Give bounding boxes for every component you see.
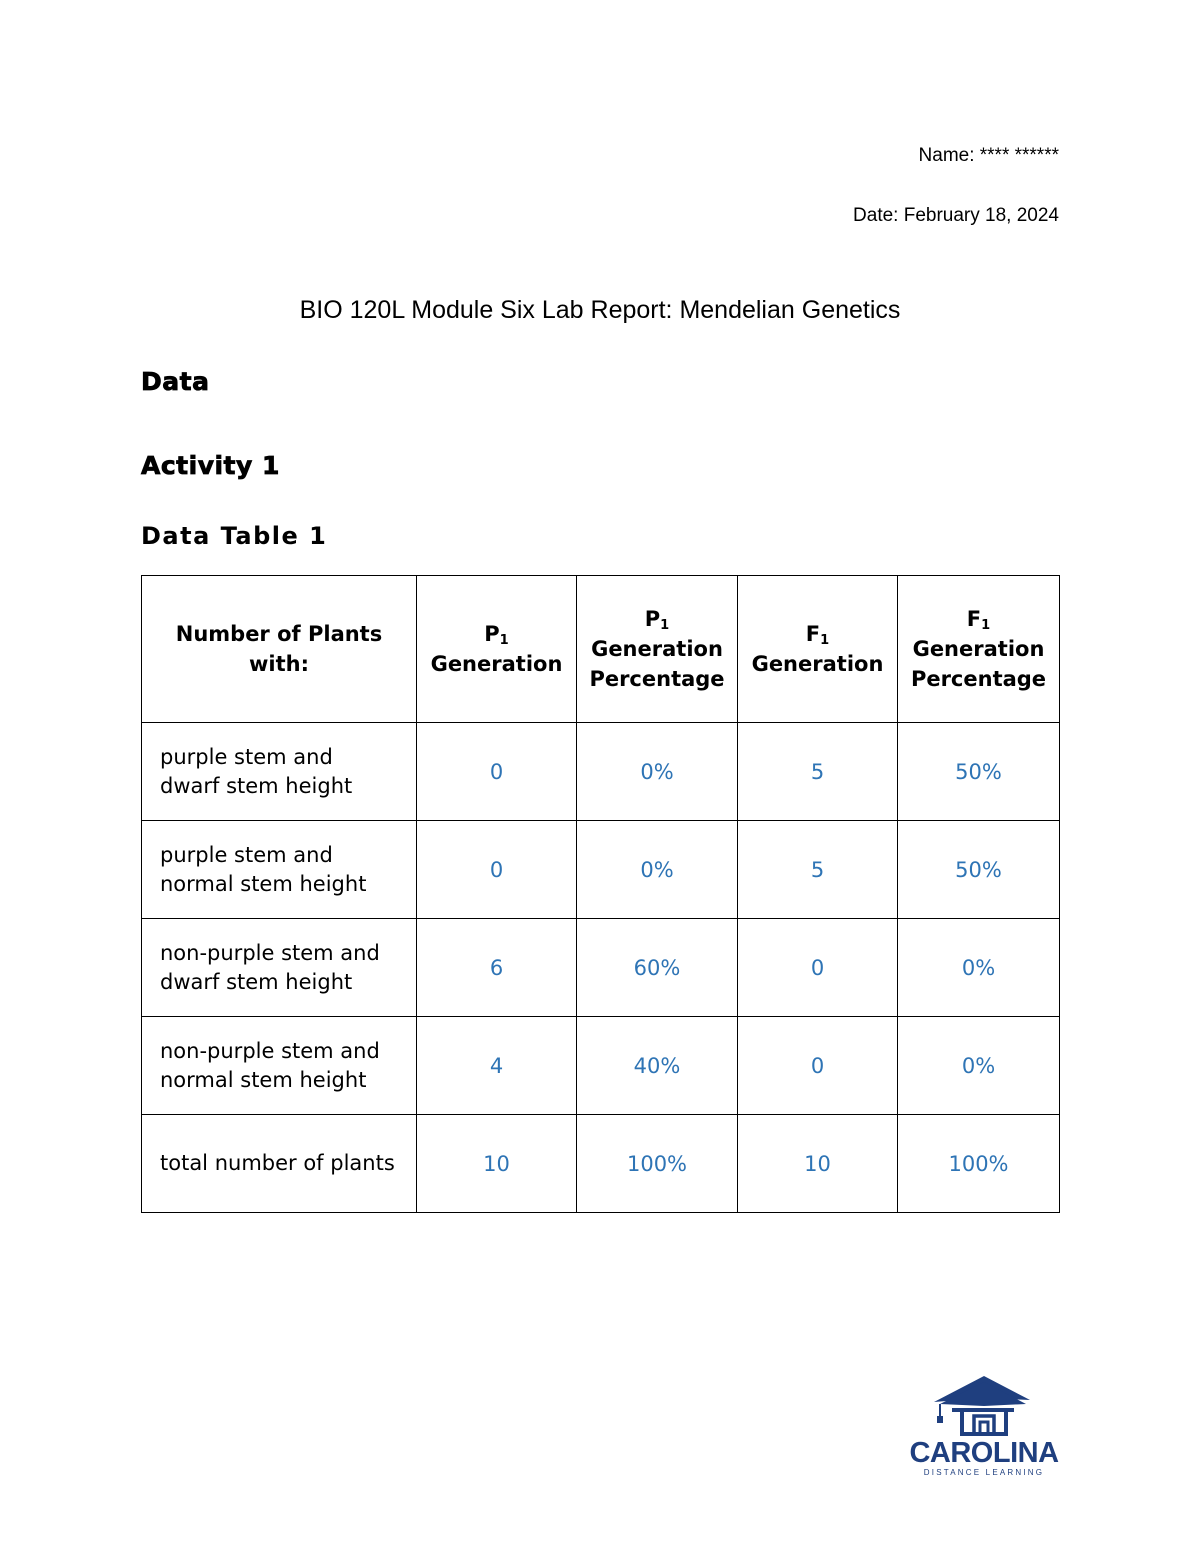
student-name: Name: **** ****** [918,145,1059,166]
row-label: non-purple stem and normal stem height [142,1017,417,1115]
cell-f1-percent: 0% [898,919,1060,1017]
section-heading-activity: Activity 1 [141,451,280,480]
header-text: Generation Percentage [910,637,1047,691]
table-row [142,1115,1060,1213]
house-icon [934,1376,1030,1434]
svg-text:CAROLINA: CAROLINA [909,1437,1059,1469]
header-subscript: 1 [981,618,991,633]
cell-f1-count: 5 [738,821,898,919]
header-p1-generation [417,576,577,723]
row-label: purple stem and normal stem height [142,821,417,919]
cell-f1-count: 0 [738,1017,898,1115]
header-text: Generation Percentage [589,637,725,691]
cell-p1-percent: 100% [577,1115,738,1213]
table-row [142,1017,1060,1115]
document-title: BIO 120L Module Six Lab Report: Mendelian Genetics [299,296,901,324]
table-title: Data Table 1 [141,522,328,550]
cell-f1-count: 0 [738,919,898,1017]
header-f1-percentage [898,576,1060,723]
header-subscript: 1 [660,618,670,633]
table-row [142,821,1060,919]
svg-text:DISTANCE LEARNING: DISTANCE LEARNING [923,1468,1045,1477]
cell-p1-percent: 0% [577,723,738,821]
table-header-row [142,576,1060,723]
header-f1-generation [738,576,898,723]
row-label: total number of plants [142,1115,417,1213]
header-text: Generation [430,652,563,676]
table-row [142,919,1060,1017]
cell-f1-count: 5 [738,723,898,821]
report-date: Date: February 18, 2024 [853,205,1059,226]
data-table [141,575,1060,1213]
cell-p1-count: 4 [417,1017,577,1115]
header-plants-with: Number of Plants with: [142,576,417,723]
header-letter: F [966,607,982,631]
header-subscript: 1 [820,633,830,648]
row-label: non-purple stem and dwarf stem height [142,919,417,1017]
cell-p1-count: 0 [417,723,577,821]
cell-f1-count: 10 [738,1115,898,1213]
cell-f1-percent: 0% [898,1017,1060,1115]
header-p1-percentage [577,576,738,723]
cell-p1-count: 10 [417,1115,577,1213]
cell-p1-percent: 40% [577,1017,738,1115]
table-row [142,723,1060,821]
header-letter: F [805,622,821,646]
cell-f1-percent: 50% [898,821,1060,919]
section-heading-data: Data [141,367,210,396]
cell-f1-percent: 50% [898,723,1060,821]
cell-p1-count: 0 [417,821,577,919]
header-letter: P [644,607,661,631]
cell-f1-percent: 100% [898,1115,1060,1213]
carolina-logo [909,1372,1059,1482]
cell-p1-count: 6 [417,919,577,1017]
header-letter: P [484,622,500,646]
header-subscript: 1 [499,633,509,648]
cell-p1-percent: 0% [577,821,738,919]
header-text: Generation [751,652,884,676]
cell-p1-percent: 60% [577,919,738,1017]
row-label: purple stem and dwarf stem height [142,723,417,821]
